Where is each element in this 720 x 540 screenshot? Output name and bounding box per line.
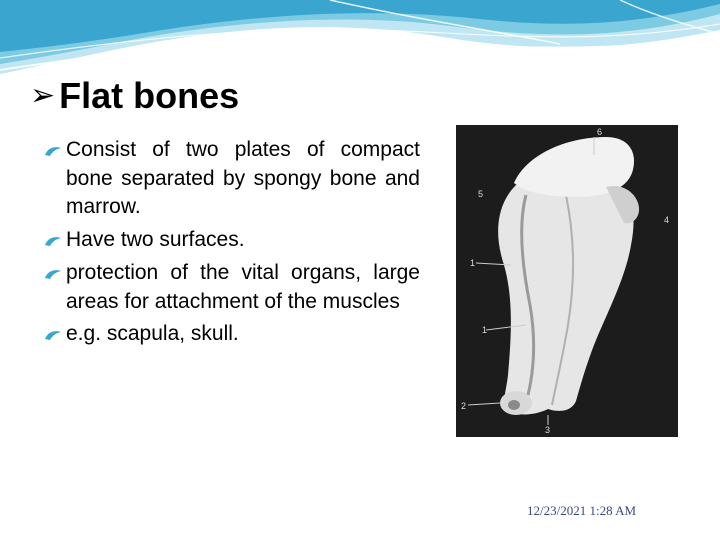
footer-date: 12/23/2021 1:28 AM (527, 503, 637, 518)
bullet-item (40, 226, 420, 255)
slide-title-row (30, 74, 239, 118)
bullet-text: e.g. scapula, skull. (66, 322, 239, 346)
figure-label: 2 (461, 401, 467, 411)
bullet-item (40, 320, 420, 349)
bullet-text: protection of the vital organs, large areas for attachment of the muscles (66, 260, 420, 313)
bullet-text: Have two surfaces. (66, 228, 245, 252)
bullet-marker-icon (44, 145, 62, 157)
slide-title: Flat bones (59, 75, 240, 116)
figure-label: 1 (482, 325, 488, 335)
bullet-list (40, 136, 420, 353)
bullet-marker-icon (44, 329, 62, 341)
bullet-marker-icon (44, 235, 62, 247)
bullet-text: Consist of two plates of compact bone separated by spongy bone and marrow. (66, 138, 420, 219)
figure-label: 4 (664, 215, 670, 225)
bullet-item (40, 136, 420, 222)
bullet-marker-icon (44, 268, 62, 280)
bullet-item (40, 259, 420, 316)
figure-label: 6 (597, 127, 603, 137)
scapula-bone-image (456, 125, 678, 437)
figure-label: 5 (478, 189, 484, 199)
arrow-bullet-icon: ➢ (30, 79, 56, 112)
figure-label: 3 (545, 425, 551, 435)
figure-label: 1 (470, 258, 476, 268)
